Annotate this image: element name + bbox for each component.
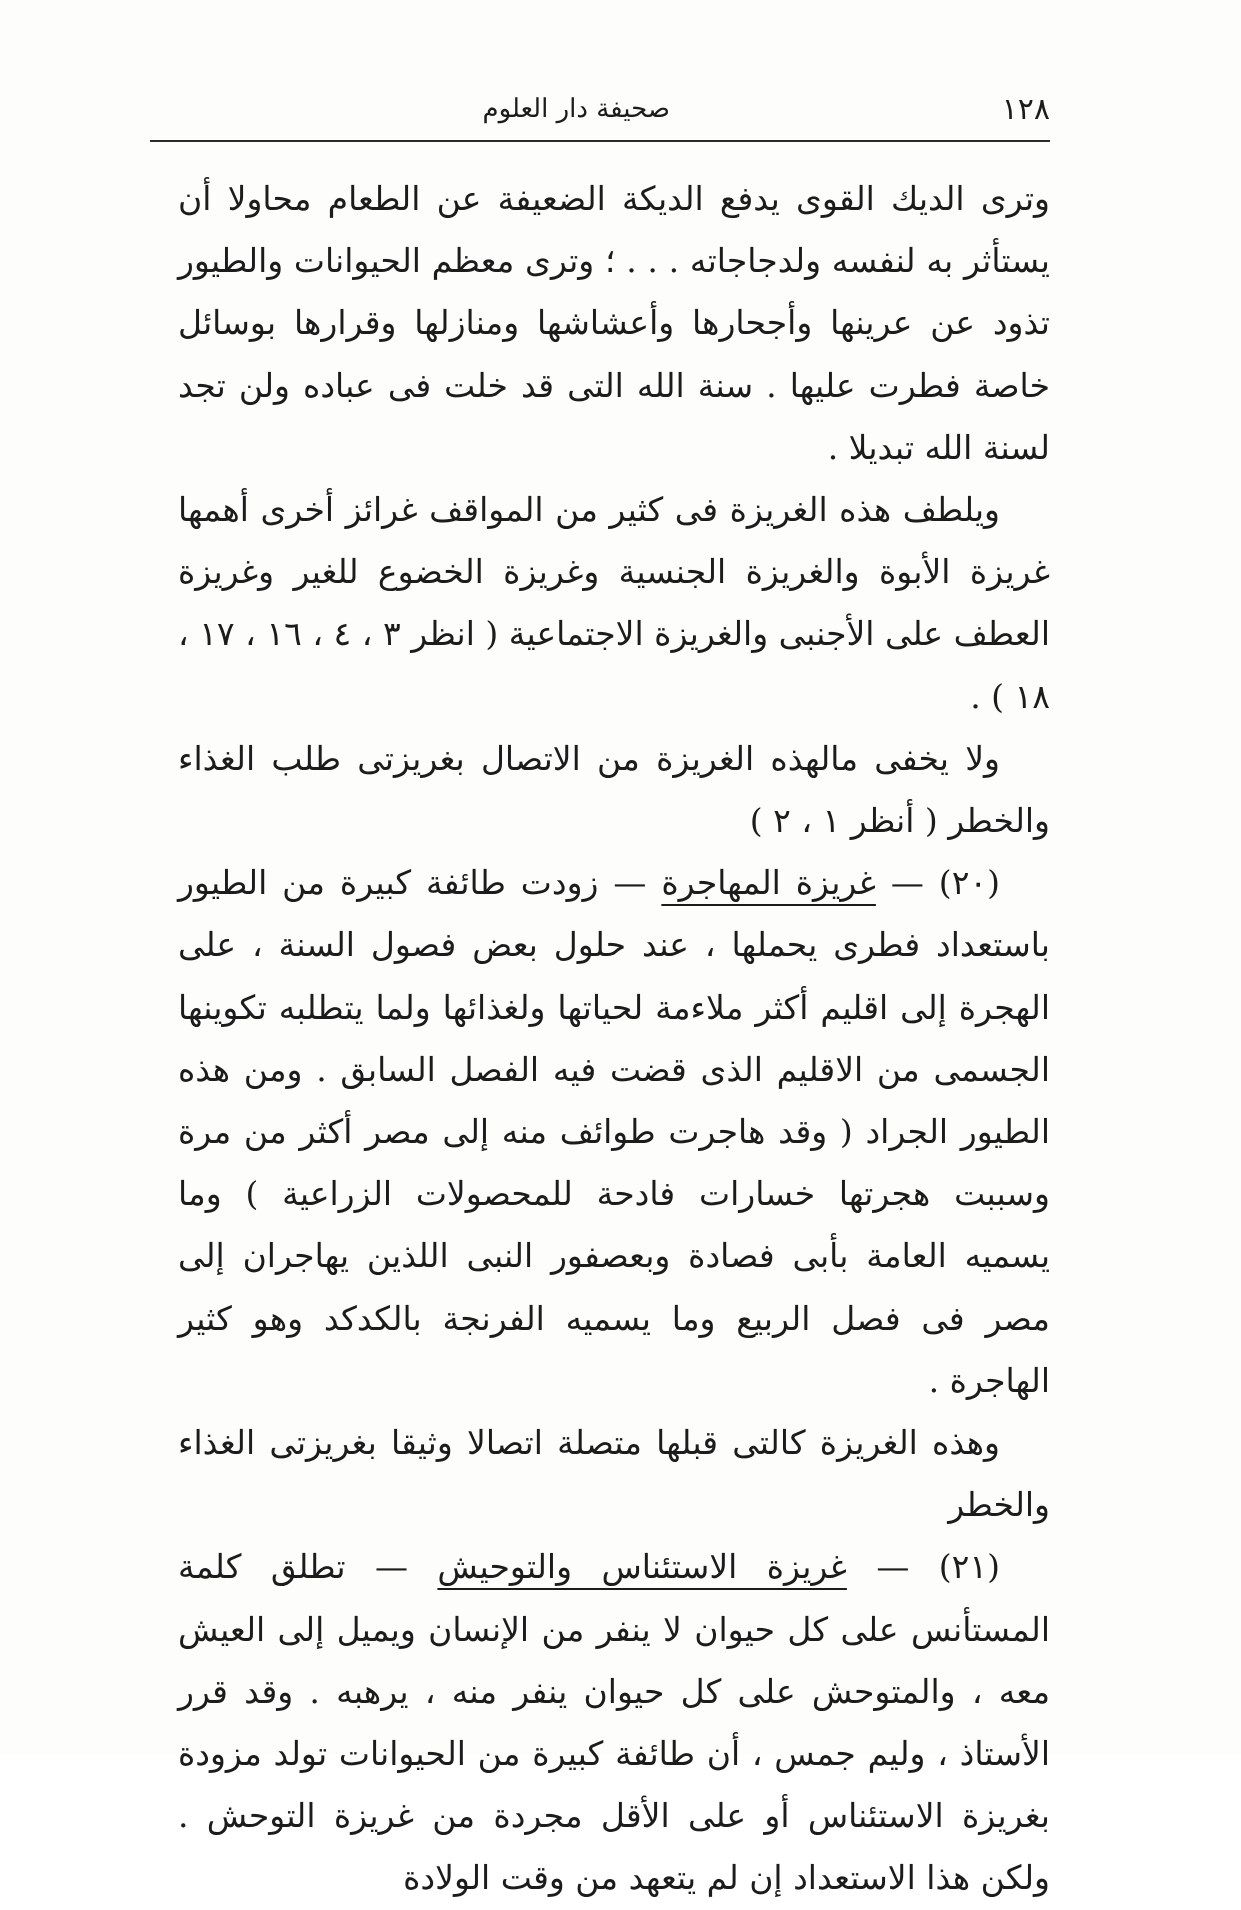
page-number: ١٢٨ <box>1001 92 1050 127</box>
section-paragraph <box>178 852 1050 1412</box>
page-header <box>150 92 1050 138</box>
paragraph: ولا يخفى مالهذه الغريزة من الاتصال بغريزتى طلب الغذاء والخطر ( أنظر ١ ، ٢ ) <box>178 738 1050 841</box>
running-title: صحيفة دار العلوم <box>482 94 670 124</box>
paragraph: ويلطف هذه الغريزة فى كثير من المواقف غرائز أخرى أهمها غريزة الأبوة والغريزة الجنسية وغريزة الخضوع للغير وغريزة العطف على الأجنبى والغريزة الاجتماعية ( انظر ٣ ، ٤ ، ١٦ ، ١٧ ، ١٨ ) . <box>178 490 1051 716</box>
paragraph: وترى الديك القوى يدفع الديكة الضعيفة عن الطعام محاولا أن يستأثر به لنفسه ولدجاجاته . . . ؛ وترى معظم الحيوانات والطيور تذود عن عرينها وأجحارها وأعشاشها ومنازلها وقرارها بوسائل خاصة فطرت عليها . سنة الله التى قد خلت فى عباده ولن تجد لسنة الله تبديلا . <box>178 179 1050 467</box>
section-number: (٢٠) — <box>890 863 1001 903</box>
header-rule <box>150 140 1050 142</box>
section-heading: غريزة المهاجرة <box>661 863 876 903</box>
section-text: — تطلق كلمة المستأنس على كل حيوان لا ينفر من الإنسان ويميل إلى العيش معه ، والمتوحش على كل حيوان ينفر منه ، يرهبه . وقد قرر الأستاذ ، وليم جمس ، أن طائفة كبيرة من الحيوانات تولد مزودة بغريزة الاستئناس أو على الأقل مجردة من غريزة التوحش . ولكن هذا الاستعداد إن لم يتعهد من وقت الولادة <box>178 1547 1050 1898</box>
section-paragraph <box>178 1536 1050 1909</box>
section-text: — زودت طائفة كبيرة من الطيور باستعداد فطرى يحملها ، عند حلول بعض فصول السنة ، على الهجرة إلى اقليم أكثر ملاءمة لحياتها ولغذائها ولما يتطلبه تكوينها الجسمى من الاقليم الذى قضت فيه الفصل السابق . ومن هذه الطيور الجراد ( وقد هاجرت طوائف منه إلى مصر أكثر من مرة وسببت هجرتها خسارات فادحة للمحصولات الزراعية ) وما يسميه العامة بأبى فصادة وبعصفور النبى اللذين يهاجران إلى مصر فى فصل الربيع وما يسميه الفرنجة بالكدكد وهو كثير الهاجرة . <box>178 863 1050 1400</box>
section-heading: غريزة الاستئناس والتوحيش <box>437 1547 847 1587</box>
paragraph: وهذه الغريزة كالتى قبلها متصلة اتصالا وثيقا بغريزتى الغذاء والخطر <box>178 1423 1050 1525</box>
body-text <box>178 168 1050 1910</box>
section-number: (٢١) — <box>876 1547 1000 1587</box>
